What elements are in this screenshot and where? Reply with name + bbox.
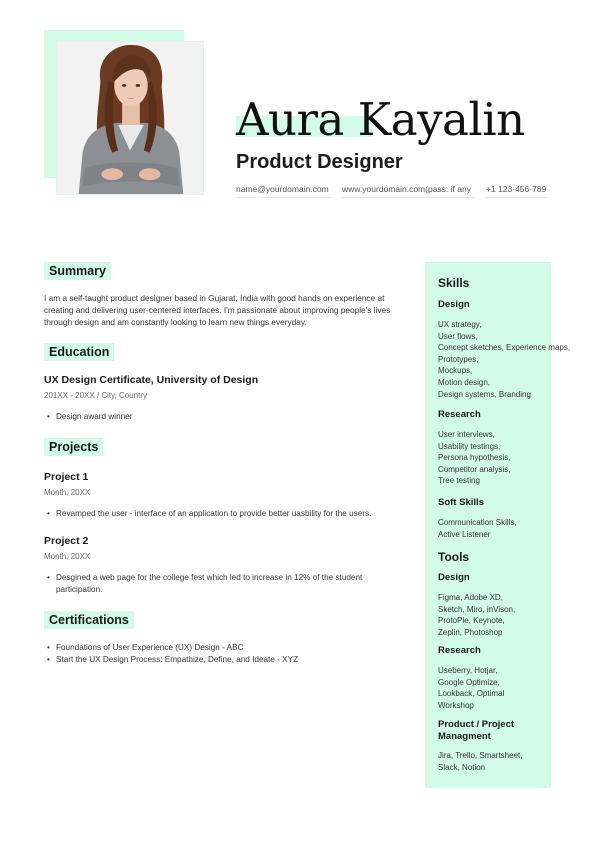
education-heading: Education (44, 343, 114, 361)
project-2-title: Project 2 (44, 535, 89, 547)
list-item: Jira, Trello, Smartsheet, (438, 751, 523, 760)
tools-pm-list (438, 750, 541, 773)
list-item: • Revamped the user - interface of an application to provide better uasbility for the users. (44, 508, 404, 520)
list-item: Competitor analysis, (438, 464, 511, 474)
skills-design-heading: Design (438, 299, 470, 310)
list-item: ProtoPie, Keynote, (438, 616, 505, 626)
list-item: Active Listener (438, 529, 491, 539)
list-item: Communication Skills, (438, 518, 517, 527)
tools-design-heading: Design (438, 572, 470, 583)
project-1-date: Month, 20XX (44, 488, 91, 497)
education-bullets (44, 411, 404, 423)
list-item: Slack, Notion (438, 762, 486, 772)
list-item: Figma, Adobe XD, (438, 593, 503, 602)
education-dates: 201XX - 20XX / City, Country (44, 391, 148, 400)
contact-phone[interactable]: +1 123-456-789 (486, 184, 548, 198)
list-item: Tree testing (438, 476, 480, 486)
tools-research-list (438, 665, 541, 711)
job-title: Product Designer (236, 151, 403, 173)
skills-research-heading: Research (438, 409, 481, 420)
project-1-title: Project 1 (44, 471, 89, 483)
project-1-bullets (44, 508, 404, 520)
education-title: UX Design Certificate, University of Design (44, 374, 259, 386)
tools-research-heading: Research (438, 645, 481, 656)
contact-email[interactable]: name@yourdomain.com (236, 184, 332, 198)
list-item: Usability testings, (438, 441, 501, 451)
list-item: User interviews, (438, 430, 495, 439)
project-2-date: Month, 20XX (44, 552, 91, 561)
list-item: Lookback, Optimal (438, 689, 505, 699)
skills-heading: Skills (438, 276, 470, 290)
soft-skills-heading: Soft Skills (438, 497, 484, 508)
summary-text: I am a self-taught product designer based in Gujarat, India with good hands on experience at creating and delivering user-centered interfaces. I'm passionate about improving people's lives through design and am constantly looking to learn new things everyday. (44, 293, 391, 327)
list-item: Persona hypothesis, (438, 453, 511, 463)
list-item: Design systems, Branding (438, 389, 531, 399)
summary-heading: Summary (44, 262, 111, 280)
certifications-bullets (44, 642, 404, 665)
skills-research-list (438, 429, 541, 487)
candidate-name: Aura Kayalin (236, 93, 525, 146)
profile-photo (56, 41, 204, 195)
list-item: Sketch, Miro, inVison, (438, 604, 516, 614)
certifications-heading: Certifications (44, 611, 134, 629)
soft-skills-list (438, 517, 541, 540)
tools-pm-heading: Product / Project Managment (438, 719, 515, 742)
contact-website[interactable]: www.yourdomain.com(pass: if any (342, 184, 474, 198)
list-item: User flows, (438, 331, 478, 341)
list-item: Motion design, (438, 377, 491, 387)
list-item: UX strategy, (438, 320, 482, 329)
skills-design-list (438, 319, 571, 400)
list-item: • Start the UX Design Process: Empathize, Define, and Ideate - XYZ (44, 654, 404, 666)
list-item: • Design award winner (44, 411, 404, 423)
list-item: Workshop (438, 700, 474, 710)
list-item: Useberry, Hotjar, (438, 666, 498, 675)
tools-heading: Tools (438, 550, 470, 564)
project-2-bullets (44, 572, 384, 595)
list-item: • Foundations of User Experience (UX) Design - ABC (44, 642, 404, 654)
list-item: • Desgined a web page for the college fest which led to increase in 12% of the student participation. (44, 572, 384, 595)
list-item: Google Optimize, (438, 677, 500, 687)
list-item: Zeplin, Photoshop (438, 627, 503, 637)
skills-sidebar (425, 262, 571, 788)
tools-design-list (438, 592, 541, 638)
list-item: Mockups, (438, 366, 473, 376)
profile-photo-illustration (57, 42, 203, 194)
projects-heading: Projects (44, 438, 103, 456)
list-item: Prototypes, (438, 354, 479, 364)
list-item: Concept sketches, Experience maps, (438, 343, 571, 353)
